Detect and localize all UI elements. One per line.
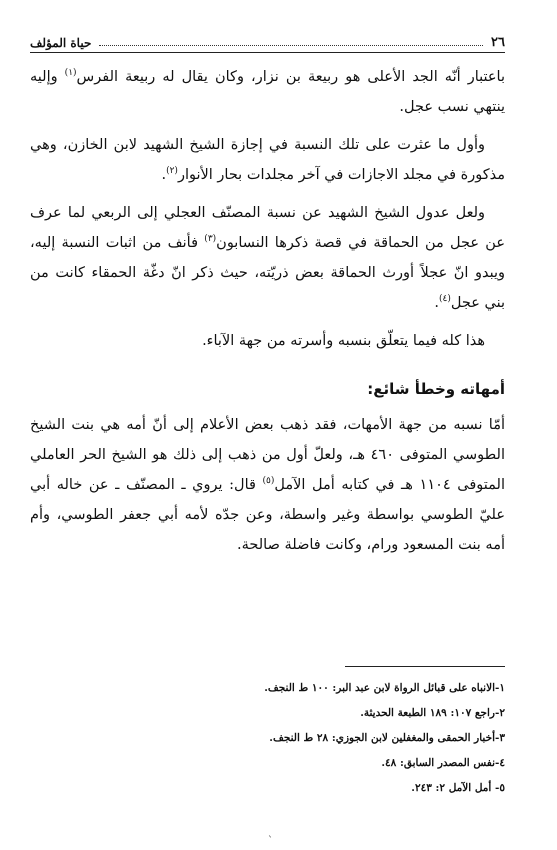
footnote-5: ٥- أمل الآمل ٢: ٢٤٣. [411,782,505,794]
header-dot-leader [99,45,483,46]
footnote-ref-1: (١) [64,68,77,79]
footnote-ref-5: (٥) [262,476,275,487]
footnote-ref-2: (٢) [166,166,178,177]
paragraph-2: وأول ما عثرت على تلك النسبة في إجازة الشيخ الشهيد لابن الخازن، وهي مذكورة في مجلد الاجازات في آخر مجلدات بحار الأنوار$^{(٢)}$. [30,137,505,183]
footnote-rule [345,666,505,667]
footnotes [30,676,505,801]
paragraph-1: باعتبار أنّه الجد الأعلى هو ربيعة بن نزار، وكان يقال له ربيعة الفرس$^{(١)}$ وإليه ينتهي نسب عجل. [30,68,505,115]
footnote-3: ٣-أخبار الحمقى والمغفلين لابن الجوزي: ٢٨ ط النجف. [269,732,505,744]
footnote-ref-4: (٤) [439,294,451,305]
paragraph-3: ولعل عدول الشيخ الشهيد عن نسبة المصنّف العجلي إلى الربعي لما عرف عن عجل من الحماقة في قصة ذكرها النسابون$^{(٣)}$ فأنف من اثبات النسبة إليه، ويبدو انّ عجلاً أورث الحماقة بعض ذريّته، حيث ذكر انّ دغّة الحمقاء كانت من بني عجل$^{(٤)}$. [30,205,506,311]
section-heading: أمهاته وخطأ شائع: [367,380,505,398]
footnote-4: ٤-نفس المصدر السابق: ٤٨. [381,757,505,769]
footnote-ref-3: (٣) [204,234,217,245]
running-header [30,28,505,50]
main-text [30,62,505,568]
header-rule [30,52,505,53]
paragraph-5: أمّا نسبه من جهة الأمهات، فقد ذهب بعض الأعلام إلى أنّ أمه هي بنت الشيخ الطوسي المتوفى ٤٦٠ هـ، ولعلّ أول من ذهب إلى ذلك هو الشيخ الحر العاملي المتوفى ١١٠٤ هـ في كتابه أمل الآمل$^{(٥)}$ قال: يروي ـ المصنّف ـ عن خاله أبي عليّ الطوسي بواسطة وغير واسطة، وعن جدّه لأمه أبي جعفر الطوسي، وأم أمه بنت المسعود ورام، وكانت فاضلة صالحة. [30,417,506,553]
footnote-1: ١-الانباه على قبائل الرواة لابن عبد البر: ١٠٠ ط النجف. [264,682,505,694]
running-title: حياة المؤلف [30,36,92,50]
page-mark: ˋ [268,836,273,847]
paragraph-4: هذا كله فيما يتعلّق بنسبه وأسرته من جهة الآباء. [202,333,485,349]
footnote-2: ٢-راجع ١٠٧: ١٨٩ الطبعة الحديثة. [360,707,505,719]
page-number: ٢٦ [491,35,505,50]
